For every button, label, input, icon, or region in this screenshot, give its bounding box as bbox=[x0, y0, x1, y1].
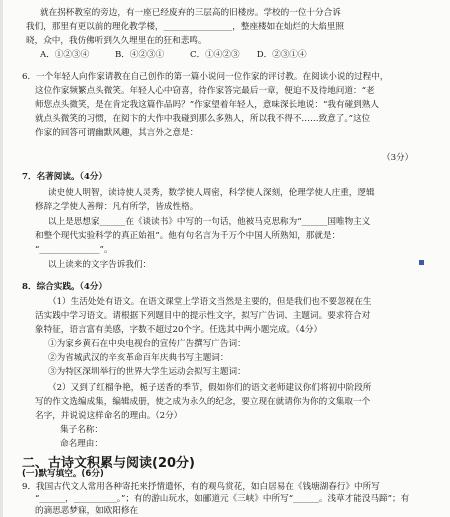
text-line: 以上读来的文字告诉我们： bbox=[48, 260, 152, 270]
text-line: 这位作家频繁点头微笑。年轻人心中窃喜，待作家答完最后一章，便迫不及待地问道：“老 bbox=[35, 86, 375, 96]
text-line: 我们，那里有更以前的理化教学楼，________________，整座楼如在灿烂的大焰里照 bbox=[26, 22, 344, 32]
text-line: 和整个现代实验科学的真正始祖”。他有句名言为千万个中国人所熟知，那就是： bbox=[35, 231, 341, 241]
text-line: 名字，并说说这样命名的理由。（2分） bbox=[35, 411, 183, 421]
subsection-title: (一)默写填空。(6分) bbox=[22, 469, 104, 479]
question-7-title: 7．名著阅读。（4分） bbox=[22, 172, 108, 182]
text-line: “______________”。 bbox=[35, 245, 113, 255]
text-line: 象特征，语言富有美感，字数不超过20个字。任选其中两小题完成。（4分） bbox=[35, 325, 323, 335]
text-line: 就在拐杯教室的旁边，有一座已经废弃的三层高的旧楼房。学校的一位十分合诉 bbox=[40, 8, 341, 18]
text-line: （2）又到了红榴争艳，栀子送香的季节，假如你们的语文老师建议你们将初中阶段所 bbox=[48, 383, 372, 393]
text-line: （1）生活处处有语文。在语文课堂上学语文当然是主要的，但是我们也不要忽视在生 bbox=[48, 297, 372, 307]
text-line: 的滴思恶梦寐，如欧阳修在 bbox=[35, 506, 139, 516]
text-line: 师您点头微笑，是在肯定我这篇作品吗？”作家望着年轻人，意味深长地说：“我有碰到熟人 bbox=[35, 100, 379, 110]
text-line: ②为省城武汉的辛亥革命百年庆典书写主题词： bbox=[48, 353, 229, 363]
margin-marker bbox=[419, 260, 424, 265]
question-8-title: 8．综合实践。（4分） bbox=[22, 282, 108, 292]
question-9: 9．我国古代文人常用各种寄托来抒情遣怀，有的观鸟赏花，如白居易在《钱塘湖春行》中所写 bbox=[22, 482, 380, 492]
text-line: 修辞之学使人善辩：凡有所学，皆成性格。 bbox=[35, 202, 199, 212]
section-2-title: 二、古诗文积累与阅读(20分) bbox=[22, 456, 195, 471]
text-line: ①为家乡黄石在中央电视台的宣传广告撰写广告词： bbox=[48, 339, 246, 349]
naming-reason-label: 命名理由： bbox=[60, 439, 103, 449]
text-line: 写的作文选编成集，编辑成册，使之成为永久的纪念，要立现在就请你为你的文集取一个 bbox=[35, 397, 371, 407]
text-line: 读史使人明智，读诗使人灵秀，数学使人周密，科学使人深刻，伦理学使人庄重，逻辑 bbox=[48, 188, 375, 198]
text-line: 就点头微笑的习惯，在阅卞的大作中我碰到那么多熟人，所以我不得不……致意了。”这位 bbox=[35, 114, 371, 124]
text-line: ③为特区深圳举行的世界大学生运动会拟写主题词： bbox=[48, 367, 246, 377]
question-6: 6．一个年轻人向作家请教在自己创作的第一篇小说问一位作家的评讨教。在阅读小说的过程中， bbox=[22, 72, 389, 82]
question-6-score: （3分） bbox=[382, 153, 414, 163]
text-line: 活实践中学习语文。请根据下列题目中的提示性文字，拟写广告词、主题词。要求符合对 bbox=[35, 311, 371, 321]
page-edge-shadow bbox=[0, 0, 3, 517]
text-line: 作家的回答可谓幽默风趣，其言外之意是： bbox=[35, 128, 199, 138]
collection-name-label: 集子名称： bbox=[60, 425, 103, 435]
text-line: 晓，众中，我仿佛听到久久埋里在的狂和悲鸣。 bbox=[26, 36, 207, 46]
text-line: 以上是思想家______在《谈读书》中写的一句话，他被马克思称为“______国唯物主义 bbox=[48, 217, 371, 227]
option-line: A．①②③④ B．④②③① C．①④②③ D．②③①④ bbox=[40, 50, 307, 60]
text-line: “______，__________。”；有的游山玩水，如郦道元《三峡》中所写“______。浅草才能没马蹄”；有 bbox=[35, 494, 410, 504]
